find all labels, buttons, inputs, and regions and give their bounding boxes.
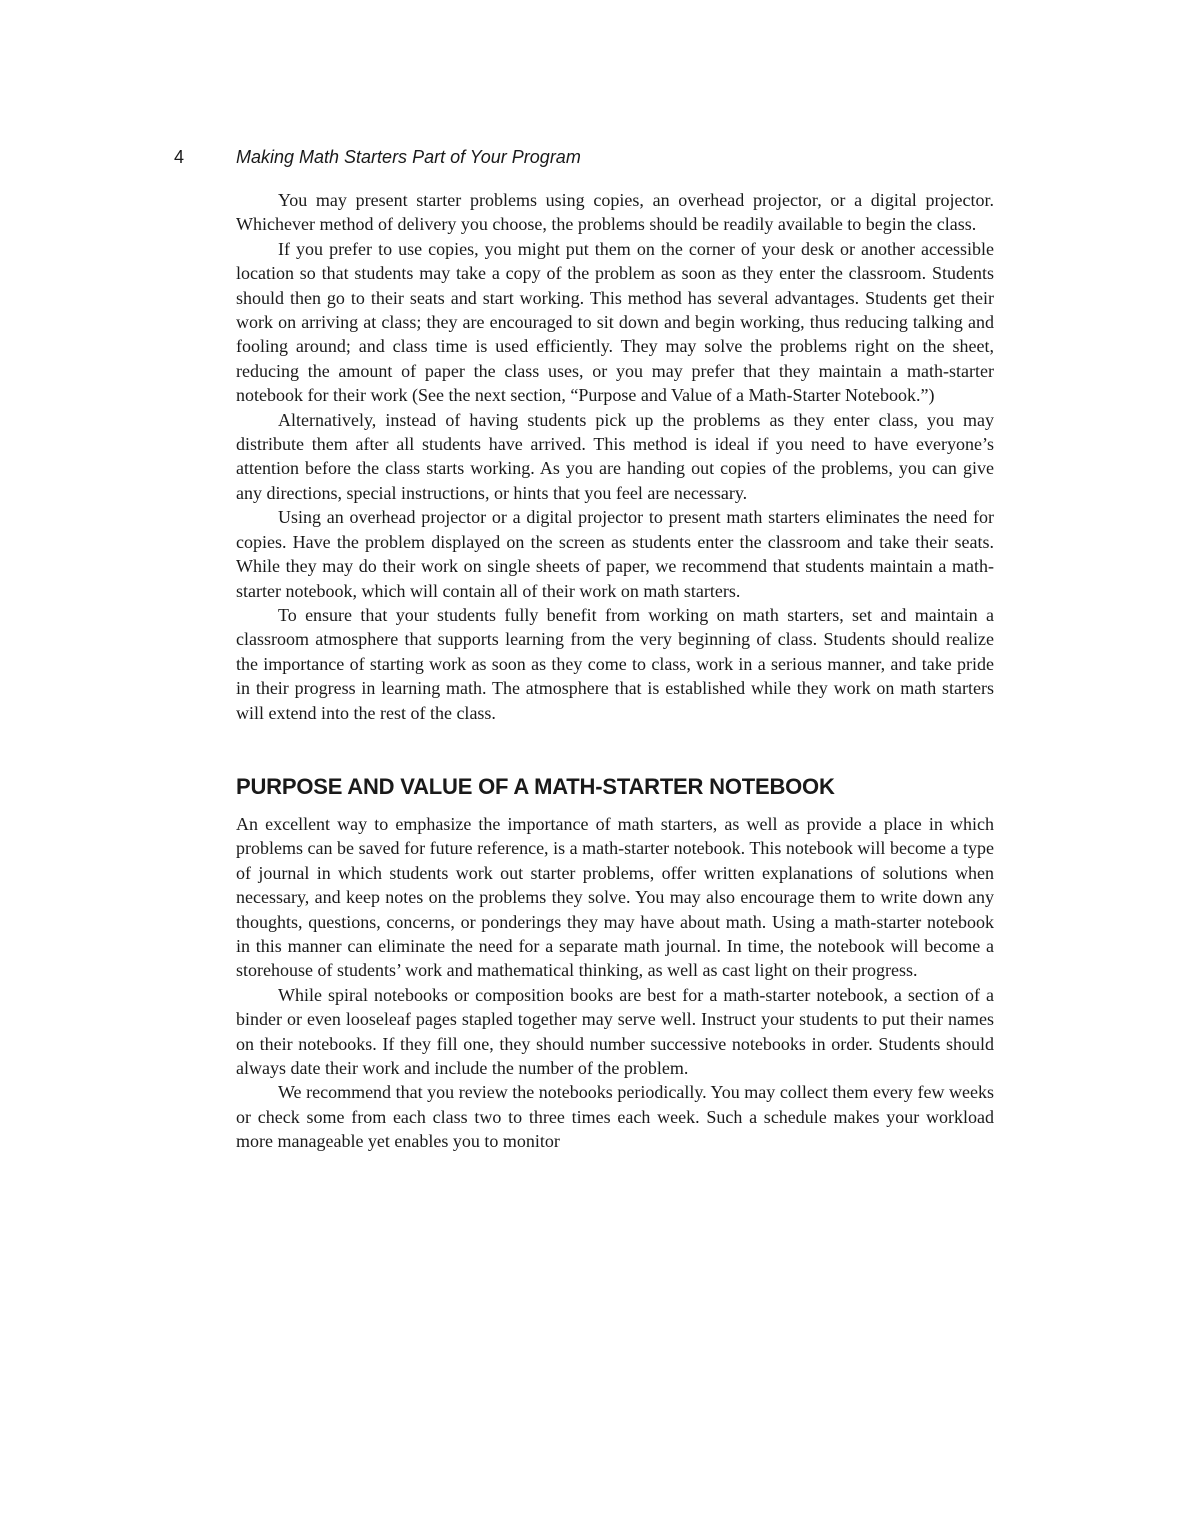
running-head — [174, 144, 994, 170]
paragraph: While spiral notebooks or composition books are best for a math-starter notebook, a section of a binder or even looseleaf pages stapled together may serve well. Instruct your students to put their names on their notebooks. If they fill one, they should number successive notebooks in order. Students should always date their work and include the number of the problem. — [236, 984, 994, 1078]
paragraph: We recommend that you review the notebooks periodically. You may collect them every few weeks or check some from each class two to three times each week. Such a schedule makes your workload more manageable yet enables you to monitor — [236, 1082, 994, 1152]
paragraph: If you prefer to use copies, you might put them on the corner of your desk or another accessible location so that students may take a copy of the problem as soon as they enter the classroom. Students should then go to their seats and start working. This method has several advantages. Students get their work on arriving at class; they are encouraged to sit down and begin working, thus reducing talking and fooling around; and class time is used efficiently. They may solve the problems right on the sheet, reducing the amount of paper the class uses, or you may prefer that they maintain a math-starter notebook for their work (See the next section, “Purpose and Value of a Math-Starter Notebook.”) — [236, 238, 994, 406]
paragraph: An excellent way to emphasize the importance of math starters, as well as provide a place in which problems can be saved for future reference, is a math-starter notebook. This notebook will become a type of journal in which students work out starter problems, offer written explanations of solutions when necessary, and keep notes on the problems they solve. You may also encourage them to write down any thoughts, questions, concerns, or ponderings they may have about math. Using a math-starter notebook in this manner can eliminate the need for a separate math journal. In time, the notebook will become a storehouse of students’ work and mathematical thinking, as well as cast light on their progress. — [236, 813, 994, 981]
paragraph: Alternatively, instead of having students pick up the problems as they enter class, you may distribute them after all students have arrived. This method is ideal if you need to have everyone’s attention before the class starts working. As you are handing out copies of the problems, you can give any directions, special instructions, or hints that you feel are necessary. — [236, 409, 994, 503]
paragraph: You may present starter problems using copies, an overhead projector, or a digital projector. Whichever method of delivery you choose, the problems should be readily available to begin the class. — [236, 190, 994, 235]
paragraph: Using an overhead projector or a digital projector to present math starters eliminates the need for copies. Have the problem displayed on the screen as students enter the classroom and take their seats. While they may do their work on single sheets of paper, we recommend that students maintain a math-starter notebook, which will contain all of their work on math starters. — [236, 507, 994, 601]
paragraph: To ensure that your students fully benefit from working on math starters, set and maintain a classroom atmosphere that supports learning from the very beginning of class. Students should realize the importance of starting work as soon as they come to class, work in a serious manner, and take pride in their progress in learning math. The atmosphere that is established while they work on math starters will extend into the rest of the class. — [236, 604, 994, 723]
body-text — [236, 188, 994, 1154]
section-heading: PURPOSE AND VALUE OF A MATH-STARTER NOTEBOOK — [236, 773, 835, 799]
running-title: Making Math Starters Part of Your Program — [236, 147, 581, 167]
page-number: 4 — [174, 147, 185, 167]
